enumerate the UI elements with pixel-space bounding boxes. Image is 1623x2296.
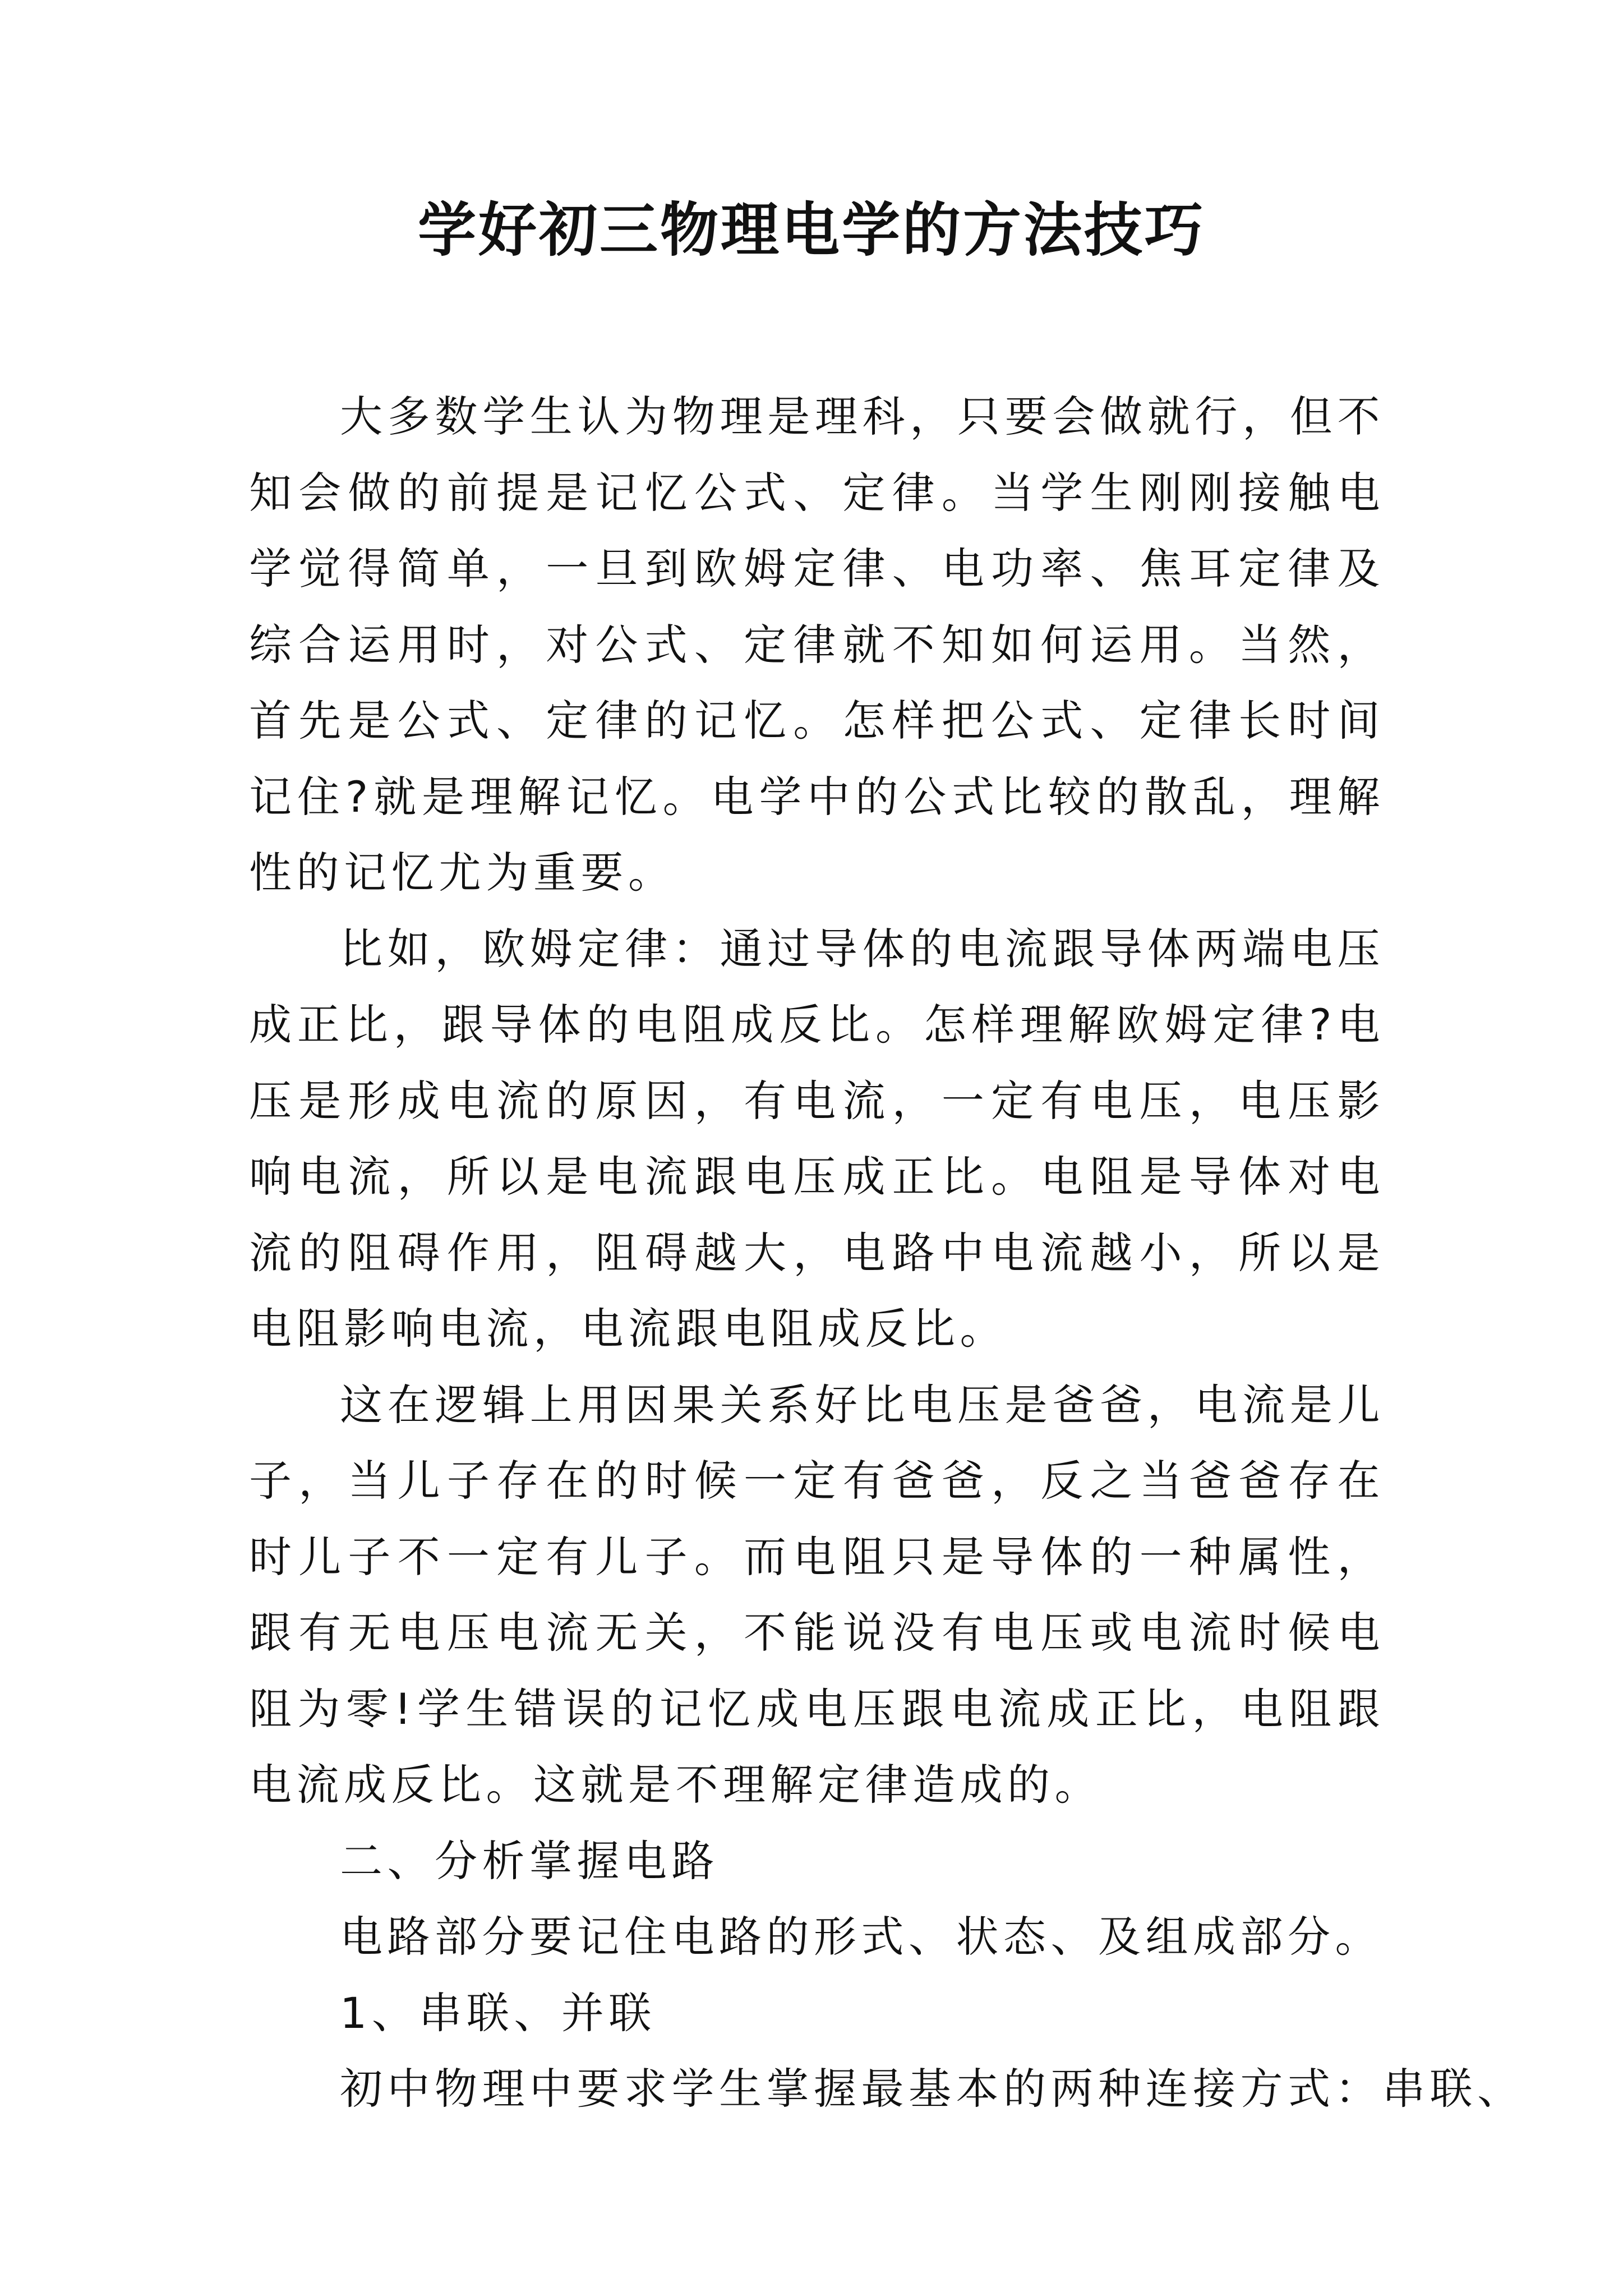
paragraph-3: 这在逻辑上用因果关系好比电压是爸爸，电流是儿子，当儿子存在的时候一定有爸爸，反之当爸爸存在时儿子不一定有儿子。而电阻只是导体的一种属性，跟有无电压电流无关，不能说没有电压或电流时候电阻为零!学生错误的记忆成电压跟电流成正比，电阻跟电流成反比。这就是不理解定律造成的。: [249, 1379, 1385, 1810]
document-body: [249, 379, 1525, 2127]
paragraph-1: 大多数学生认为物理是理科，只要会做就行，但不知会做的前提是记忆公式、定律。当学生刚刚接触电学觉得简单，一旦到欧姆定律、电功率、焦耳定律及综合运用时，对公式、定律就不知如何运用。当然，首先是公式、定律的记忆。怎样把公式、定律长时间记住?就是理解记忆。电学中的公式比较的散乱，理解性的记忆尤为重要。: [249, 392, 1385, 898]
paragraph-2: 比如，欧姆定律：通过导体的电流跟导体两端电压成正比，跟导体的电阻成反比。怎样理解欧姆定律?电压是形成电流的原因，有电流，一定有电压，电压影响电流，所以是电流跟电压成正比。电阻是导体对电流的阻碍作用，阻碍越大，电路中电流越小，所以是电阻影响电流，电流跟电阻成反比。: [249, 923, 1385, 1354]
subsection-heading: 1、串联、并联: [340, 1987, 656, 2038]
page-title: 学好初三物理电学的方法技巧: [417, 195, 1205, 264]
section-heading: 二、分析掌握电路: [340, 1835, 719, 1886]
paragraph-4: 电路部分要记住电路的形式、状态、及组成部分。: [340, 1912, 1382, 1962]
paragraph-5: 初中物理中要求学生掌握最基本的两种连接方式：串联、: [340, 2064, 1525, 2114]
